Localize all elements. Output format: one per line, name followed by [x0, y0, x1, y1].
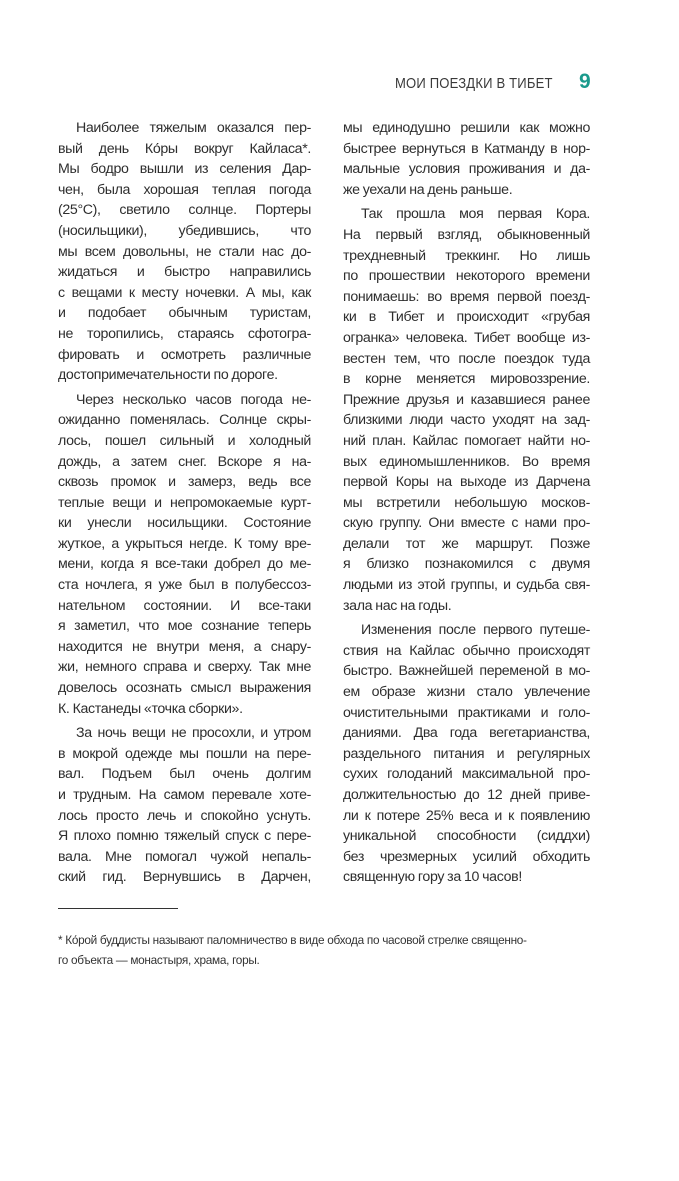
text-line: теплые вещи и непромокаемые курт-	[58, 494, 311, 511]
text-line: (25°C), светило солнце. Портеры	[58, 202, 311, 219]
text-line: же уехали на день раньше.	[343, 181, 513, 198]
text-line: К. Кастанеды «точка сборки».	[58, 700, 243, 717]
text-line: Наиболее тяжелым оказался пер-	[76, 120, 311, 136]
text-line: ний план. Кайлас помогает найти но-	[343, 432, 590, 449]
chapter-title: МОИ ПОЕЗДКИ В ТИБЕТ	[395, 76, 553, 92]
text-line: Так прошла моя первая Кора.	[361, 206, 590, 223]
text-line: ки в Тибет и происходит «грубая	[343, 309, 590, 326]
text-line: мени, когда я все-таки добрел до ме-	[58, 556, 311, 573]
text-line: раздельного питания и регулярных	[343, 745, 590, 762]
text-line: зала нас на годы.	[343, 597, 452, 614]
text-line: в мокрой одежде мы пошли на пере-	[58, 745, 311, 762]
text-line: Мы бодро вышли из селения Дар-	[58, 161, 311, 178]
text-line: по прошествии некоторого времени	[343, 268, 590, 285]
text-line: Прежние друзья и казавшиеся ранее	[343, 391, 590, 408]
text-line: жидаться и быстро направились	[58, 264, 311, 281]
text-line: скую группу. Они вместе с нами про-	[343, 515, 590, 532]
text-line: (носильщики), убедившись, что	[58, 222, 311, 239]
paragraph	[343, 620, 590, 888]
text-line: должительностью до 12 дней приве-	[343, 787, 590, 803]
text-line: ствия на Кайлас обычно происходят	[343, 642, 590, 659]
text-line: лось просто лечь и спокойно уснуть.	[58, 807, 311, 824]
text-line: мы единодушно решили как можно	[343, 120, 590, 136]
text-line: мальные условия проживания и да-	[343, 161, 590, 178]
text-line: я близко познакомился с двумя	[343, 556, 590, 573]
text-line: очистительными практиками и голо-	[343, 704, 590, 721]
text-line: вых единомышленников. Во время	[343, 453, 590, 470]
text-line: быстрее вернуться в Катманду в нор-	[343, 140, 590, 157]
text-line: первой Коры на выходе из Дарчена	[343, 474, 590, 491]
text-line: ли к потере 25% веса и к появлению	[343, 807, 590, 824]
text-line: фировать и осмотреть различные	[58, 346, 311, 363]
text-line: чен, была хорошая теплая погода	[58, 181, 311, 198]
paragraph	[58, 118, 311, 386]
text-line: мы всем довольны, не стали нас до-	[58, 243, 311, 260]
text-column-left	[58, 118, 311, 892]
paragraph	[58, 390, 311, 720]
text-line: вал. Подъем был очень долгим	[58, 766, 311, 783]
text-line: сухих голоданий максимальной про-	[343, 766, 590, 783]
running-head	[380, 72, 595, 98]
text-line: понимаешь: во время первой поезд-	[343, 288, 590, 305]
text-line: сквозь промок и замерз, ведь все	[58, 474, 311, 491]
text-line: находится не внутри меня, а снару-	[58, 638, 311, 655]
text-line: с вещами к месту ночевки. А мы, как	[58, 284, 311, 301]
footnote-line: * Ко́рой буддисты называют паломничество в виде обхода по часовой стрелке священно-	[58, 933, 527, 947]
text-line: ста ночлега, я уже был в полубессоз-	[58, 577, 311, 594]
text-line: довелось осознать смысл выражения	[58, 680, 311, 697]
footnote	[58, 930, 590, 970]
text-line: За ночь вещи не просохли, и утром	[76, 725, 311, 742]
text-line: я заметил, что мое сознание теперь	[58, 618, 311, 635]
text-line: лось, пошел сильный и холодный	[58, 432, 311, 449]
text-line: священную гору за 10 часов!	[343, 869, 522, 886]
text-line: вала. Мне помогал чужой непаль-	[58, 848, 311, 865]
text-line: дождь, а затем снег. Вскоре я на-	[58, 453, 311, 470]
text-line: ем образе жизни стало увлечение	[343, 684, 590, 701]
text-line: уникальной способности (сиддхи)	[343, 828, 590, 845]
text-line: без чрезмерных усилий обходить	[343, 848, 590, 865]
footnote-line: го объекта — монастыря, храма, горы.	[58, 953, 260, 967]
text-line: огранка» человека. Тибет вообще из-	[343, 329, 590, 346]
paragraph	[343, 118, 590, 200]
text-line: ский гид. Вернувшись в Дарчен,	[58, 869, 311, 886]
text-line: вестен тем, что после поездок туда	[343, 350, 590, 367]
paragraph	[343, 204, 590, 616]
text-line: в корне меняется мировоззрение.	[343, 371, 590, 388]
footnote-divider	[58, 908, 178, 909]
text-line: не торопились, стараясь сфотогра-	[58, 325, 311, 342]
text-line: нательном состоянии. И все-таки	[58, 597, 311, 614]
text-column-right	[343, 118, 590, 892]
text-line: даниями. Два года вегетарианства,	[343, 725, 590, 742]
text-line: Через несколько часов погода не-	[76, 391, 311, 408]
text-line: На первый взгляд, обыкновенный	[343, 226, 590, 243]
text-line: жуткое, а укрыться негде. К тому вре-	[58, 535, 311, 552]
page-number: 9	[579, 70, 591, 93]
text-line: быстро. Важнейшей переменой в мо-	[343, 663, 590, 680]
text-line: достопримечательности по дороге.	[58, 367, 278, 384]
text-line: людьми из этой группы, и судьба свя-	[343, 577, 590, 594]
text-line: ки унесли носильщики. Состояние	[58, 515, 311, 532]
text-line: и трудным. На самом перевале хоте-	[58, 787, 311, 803]
text-line: близкими люди часто уходят на зад-	[343, 412, 590, 429]
text-line: мы встретили небольшую москов-	[343, 494, 590, 511]
text-line: делали тот же маршрут. Позже	[343, 535, 590, 552]
text-line: трехдневный треккинг. Но лишь	[343, 247, 590, 264]
text-line: ожиданно поменялась. Солнце скры-	[58, 412, 311, 429]
text-line: и подобает обычным туристам,	[58, 305, 311, 322]
text-line: Я плохо помню тяжелый спуск с пере-	[58, 828, 311, 845]
paragraph	[58, 723, 311, 888]
text-line: вый день Ко́ры вокруг Кайласа*.	[58, 140, 311, 157]
text-line: жи, немного справа и сверху. Так мне	[58, 659, 311, 676]
text-line: Изменения после первого путеше-	[361, 622, 590, 639]
